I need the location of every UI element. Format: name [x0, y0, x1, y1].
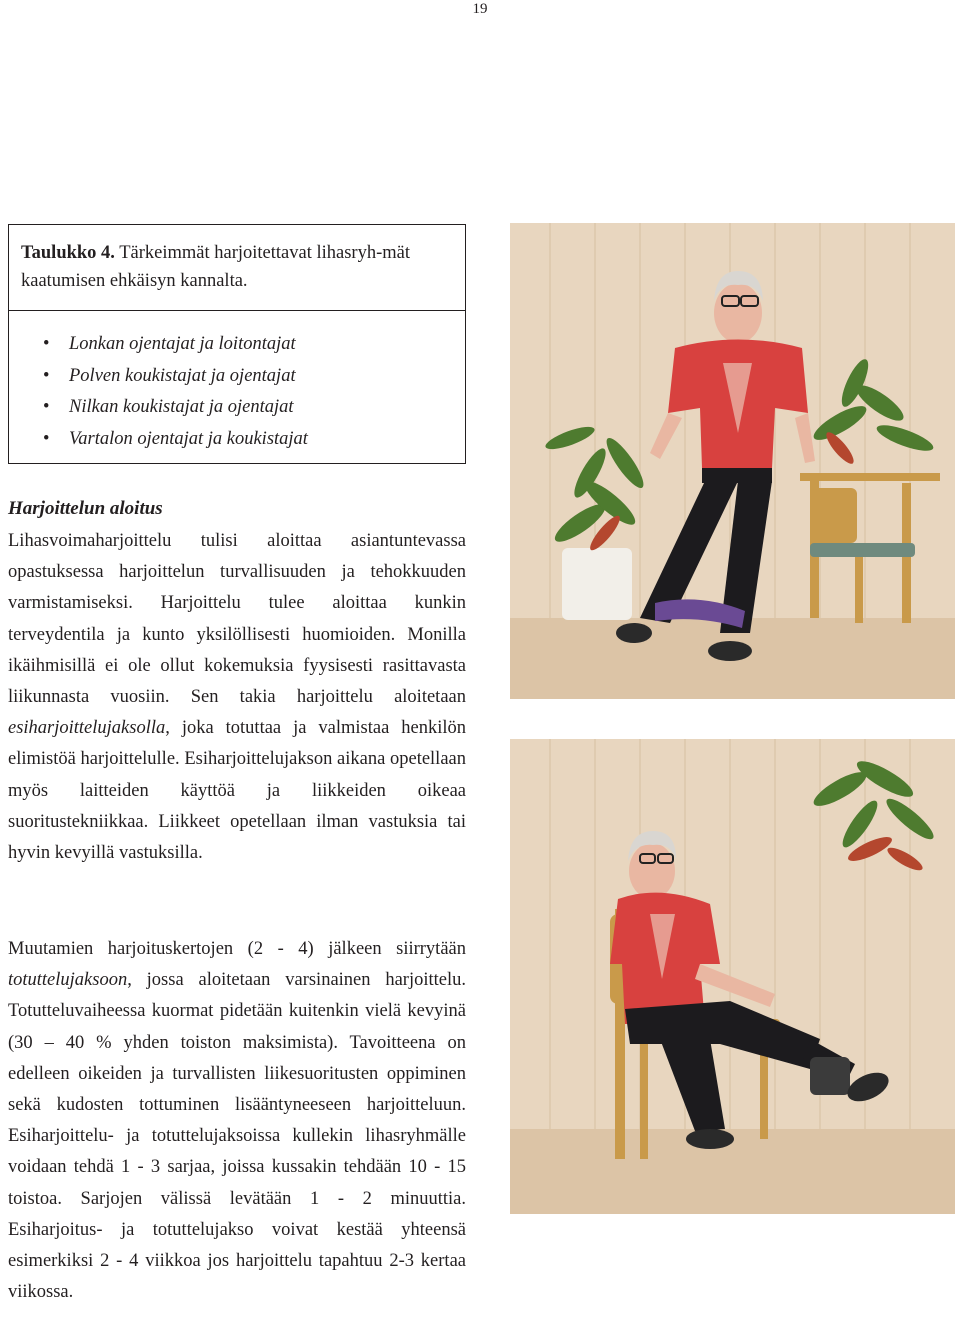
standing-band-exercise-photo — [510, 223, 955, 699]
seated-leg-extension-photo — [510, 739, 955, 1214]
emphasis-term: totuttelujaksoon — [8, 970, 128, 991]
paragraph-text: , joka totuttaa ja valmistaa henkilön elimistöä harjoittelulle. Esiharjoittelujakson aikana opetellaan myös laitteiden käyttöä ja liikkeiden oikeaa suoritustekniikkaa. Liikkeet opetellaan ilman vastuksia tai hyvin kevyillä vastuksilla. — [8, 718, 466, 864]
paragraph-text: Lihasvoimaharjoittelu tulisi aloittaa asiantuntevassa opastuksessa harjoittelun turvallisuuden ja tehokkuuden varmistamiseksi. Harjoittelu tulee aloittaa kunkin terveydentila ja kunto yksilöllisesti huomioiden. Monilla ikäihmisillä ei ole ollut kokemuksia fyysisesti rasittavasta liikunnasta vuosiin. Sen takia harjoittelu aloitetaan — [8, 531, 466, 708]
table-caption — [9, 225, 465, 311]
table-caption-label: Taulukko 4. — [21, 243, 115, 263]
body-paragraph — [8, 934, 466, 1308]
list-item: • Nilkan koukistajat ja ojentajat — [43, 392, 465, 424]
page-number: 19 — [472, 1, 488, 17]
paragraph-text: Muutamien harjoituskertojen (2 - 4) jälkeen siirrytään — [8, 939, 466, 959]
muscle-group-table — [8, 224, 466, 464]
list-item: • Vartalon ojentajat ja koukistajat — [43, 424, 465, 456]
list-item: • Lonkan ojentajat ja loitontajat — [43, 329, 465, 361]
list-item: • Polven koukistajat ja ojentajat — [43, 361, 465, 393]
muscle-group-list — [9, 311, 465, 455]
section-heading: Harjoittelun aloitus — [8, 498, 163, 519]
paragraph-text: , jossa aloitetaan varsinainen harjoittelu. Totutteluvaiheessa kuormat pidetään kuitenkin vielä kevyinä (30 – 40 % yhden toiston maksimista). Tavoitteena on edelleen oikeiden ja turvallisten liikesuoritusten oppiminen sekä kudosten tottuminen lisääntyneeseen harjoitteluun. Esiharjoittelu- ja totuttelujaksoissa kullekin lihasryhmälle voidaan tehdä 1 - 3 sarjaa, joissa kussakin tehdään 10 - 15 toistoa. Sarjojen välissä levätään 1 - 2 minuuttia. Esiharjoitus- ja totuttelujakso voivat kestää yhteensä esimerkiksi 2 - 4 viikkoa jos harjoittelu tapahtuu 2-3 kertaa viikossa. — [8, 970, 466, 1303]
emphasis-term: esiharjoittelujaksolla — [8, 718, 166, 739]
table-caption-text: Tärkeimmät harjoitettavat lihasryh-mät kaatumisen ehkäisyn kannalta. — [21, 243, 410, 291]
body-paragraph — [8, 526, 466, 869]
